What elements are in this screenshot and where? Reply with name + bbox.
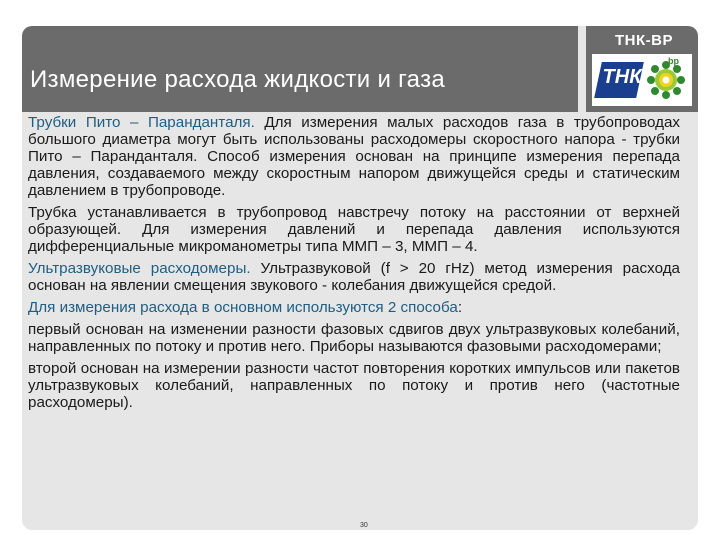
bp-sunflower-icon [646,60,686,100]
paragraph-method-one [28,321,680,355]
tnk-logo-icon [594,62,644,98]
slide-body [28,114,680,416]
paragraph-ultrasonic [28,260,680,294]
tnk-logo-text: ТНК [602,66,642,88]
methods-intro-heading: Для измерения расхода в основном используются 2 способа [28,299,458,316]
pitot-text: Для измерения малых расходов газа в трубопроводах большого диаметра могут быть использованы расходомеры скоростного напора - трубки Пито – Паранданталя. Способ измерения основан на принципе измерения перепада давления, создаваемого между скоростным напором движущейся среды и статическим давлением в трубопроводе. [28,114,680,199]
method-one-text: первый основан на изменении разности фазовых сдвигов двух ультразвуковых колебаний, направленных по потоку и против него. Приборы называются фазовыми расходомерами; [28,321,680,355]
installation-text: Трубка устанавливается в трубопровод навстречу потоку на расстоянии от верхней образующей. Для измерения давлений и перепада давления используются дифференциальные микроманометры типа ММП – 3, ММП – 4. [28,204,680,255]
paragraph-installation [28,204,680,255]
paragraph-methods-intro [28,299,680,316]
methods-intro-colon: : [457,299,463,316]
ultrasonic-heading: Ультразвуковые расходомеры. [28,260,251,277]
brand-name: ТНК-BP [615,32,673,49]
method-two-text: второй основан на измерении разности частот повторения коротких импульсов или пакетов ультразвуковых колебаний, направленных по потоку и против него (частотные расходомеры). [28,360,680,411]
pitot-heading: Трубки Пито – Паранданталя. [28,114,255,131]
paragraph-method-two [28,360,680,411]
paragraph-pitot [28,114,680,199]
bp-logo-text: bp [668,56,679,66]
ultrasonic-text: Ультразвуковой (f > 20 гHz) метод измерения расхода основан на явлении смещения звукового - колебания движущейся средой. [28,260,680,294]
slide-title: Измерение расхода жидкости и газа [30,66,446,93]
page-number: 30 [360,522,368,529]
